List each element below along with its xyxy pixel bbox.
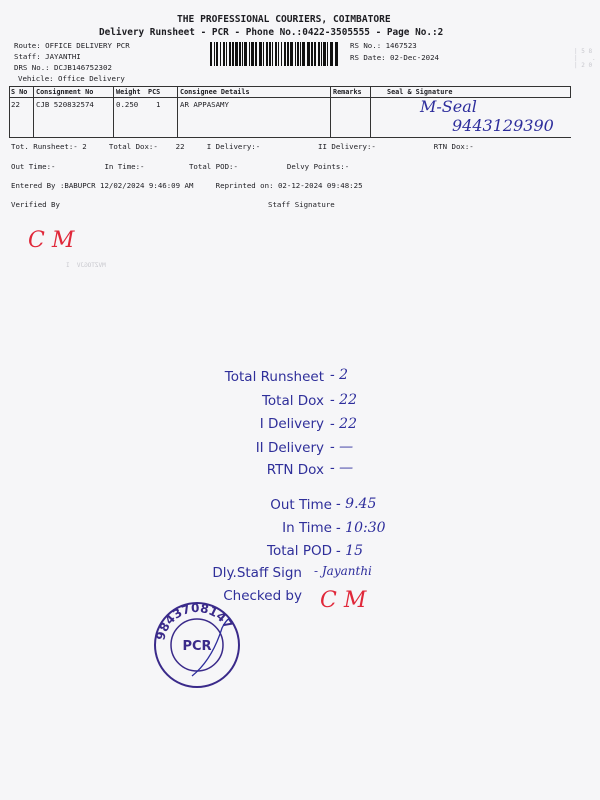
summary-line-1: Tot. Runsheet:- 2 Total Dox:- 22 I Delivery:- II Delivery:- RTN Dox:-	[11, 142, 474, 151]
runsheet-title: Delivery Runsheet - PCR - Phone No.:0422-3505555 - Page No.:2	[99, 27, 444, 38]
hw-value-total-pod: - 15	[336, 543, 363, 559]
staff-label: Staff: JAYANTHI	[14, 52, 81, 61]
pcr-stamp	[152, 600, 242, 690]
stamp-number: 9843708147	[153, 600, 236, 642]
vehicle-label: Vehicle: Office Delivery	[18, 74, 125, 83]
route-label: Route: OFFICE DELIVERY PCR	[14, 41, 130, 50]
hw-value-rtn-dox: - —	[330, 460, 354, 476]
hw-value-in-time: - 10:30	[336, 520, 386, 536]
company-title: THE PROFESSIONAL COURIERS, COIMBATORE	[177, 14, 391, 25]
col-header-consignment: Consignment No	[36, 88, 94, 96]
col-header-seal-signature: Seal & Signature	[387, 88, 453, 96]
hw-value-checked-by: C M	[320, 588, 367, 613]
hw-label-i-delivery: I Delivery	[259, 416, 324, 432]
hw-value-ii-delivery: - —	[330, 439, 354, 455]
rs-date: RS Date: 02-Dec-2024	[350, 53, 439, 62]
cell-sno: 22	[11, 100, 20, 109]
entered-by-line: Entered By :BABUPCR 12/02/2024 9:46:09 AM Reprinted on: 02-12-2024 09:48:25	[11, 181, 363, 190]
col-header-consignee: Consignee Details	[180, 88, 250, 96]
staff-signature-label: Staff Signature	[268, 200, 335, 209]
hw-label-staff-sign: Dly.Staff Sign	[212, 565, 302, 581]
bleed-through-text: MVZTOGJV I	[66, 262, 106, 269]
hw-label-total-pod: Total POD	[267, 543, 332, 559]
summary-line-2: Out Time:- In Time:- Total POD:- Delvy Points:-	[11, 162, 350, 171]
bleed-through-text: | 5 8 | . | 2 0	[574, 48, 596, 69]
barcode-image	[210, 42, 342, 66]
hw-label-in-time: In Time	[282, 520, 332, 536]
stamp-center: PCR	[182, 639, 212, 654]
handwritten-phone: 9443129390	[452, 116, 554, 135]
col-header-remarks: Remarks	[333, 88, 362, 96]
cell-weight: 0.250	[116, 100, 139, 109]
cell-pcs: 1	[156, 100, 161, 109]
rs-number: RS No.: 1467523	[350, 41, 417, 50]
hw-value-staff-sign: - Jayanthi	[314, 564, 372, 578]
col-header-weight: Weight	[116, 88, 141, 96]
hw-value-total-runsheet: - 2	[330, 367, 349, 383]
hw-label-checked-by: Checked by	[223, 588, 302, 604]
hw-label-ii-delivery: II Delivery	[255, 440, 324, 456]
col-header-pcs: PCS	[148, 88, 161, 96]
hw-label-rtn-dox: RTN Dox	[266, 462, 324, 478]
hw-label-total-runsheet: Total Runsheet	[224, 369, 324, 385]
hw-value-out-time: - 9.45	[336, 496, 377, 512]
handwritten-seal-note: M-Seal	[420, 97, 477, 116]
col-header-sno: S No	[11, 88, 28, 96]
verified-initials: C M	[28, 228, 75, 253]
hw-label-total-dox: Total Dox	[261, 393, 324, 409]
hw-value-i-delivery: - 22	[330, 416, 357, 432]
hw-label-out-time: Out Time	[270, 497, 332, 513]
verified-by-label: Verified By	[11, 200, 60, 209]
cell-consignment: CJB 520832574	[36, 100, 94, 109]
drs-number: DRS No.: DCJB146752302	[14, 63, 112, 72]
cell-consignee: AR APPASAMY	[180, 100, 229, 109]
hw-value-total-dox: - 22	[330, 392, 357, 408]
svg-text:9843708147	[153, 601, 235, 642]
